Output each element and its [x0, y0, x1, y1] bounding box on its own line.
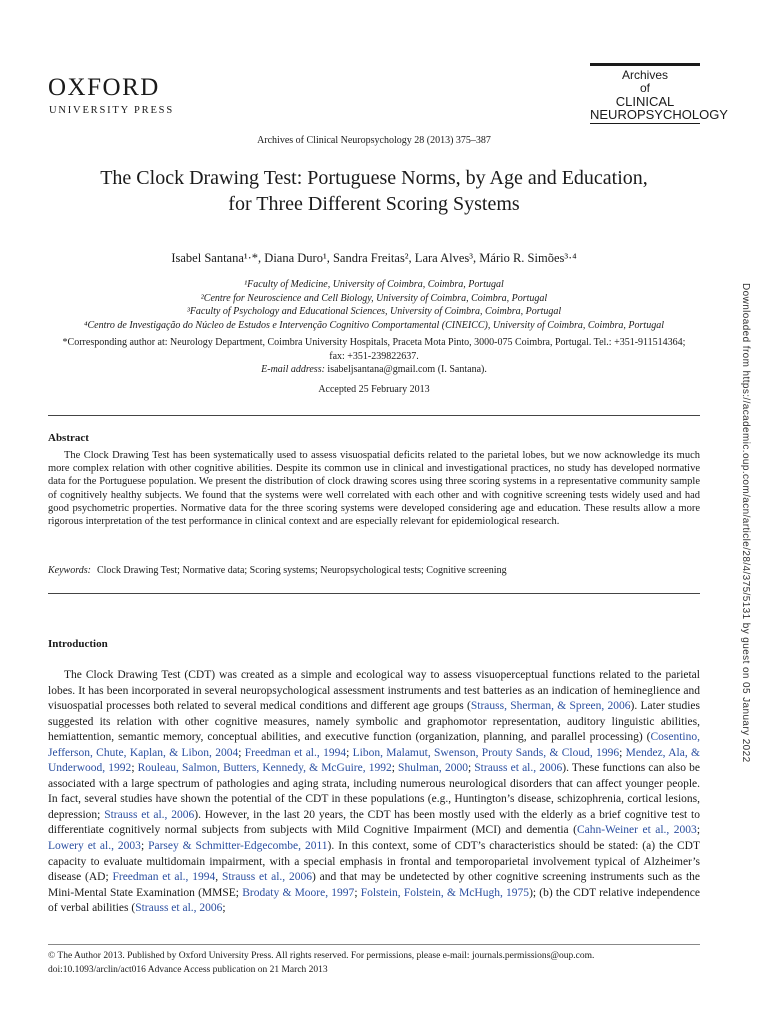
- divider: [48, 415, 700, 416]
- abstract-heading: Abstract: [48, 432, 89, 444]
- introduction-body: The Clock Drawing Test (CDT) was created as a simple and ecological way to assess visuoperceptual functions related to the parietal lobes. It has been incorporated in several neuropsychological assessment instruments and test batteries as an indication of hemineglience and visuospatial processes both related to several medical conditions and different age groups (Strauss, Sherman, & Spreen, 2006). Later studies suggested its relation with other cognitive measures, namely symbolic and graphomotor representation, auditory linguistic abilities, hemiattention, semantic memory, conceptual abilities, and executive function (organization, planning, and parallel processing) (Cosentino, Jefferson, Chute, Kaplan, & Libon, 2004; Freedman et al., 1994; Libon, Malamut, Swenson, Prouty Sands, & Cloud, 1996; Mendez, Ala, & Underwood, 1992; Rouleau, Salmon, Butters, Kennedy, & McGuire, 1992; Shulman, 2000; Strauss et al., 2006). These functions can also be associated with a large spectrum of pathologies and aging strata, including numerous neurological disorders that can affect younger people. In fact, several studies have shown the potential of the CDT in these populations (e.g., Huntington’s disease, schizophrenia, cortical lesions, depression; Strauss et al., 2006). However, in the last 20 years, the CDT has been mostly used with the elderly as a brief cognitive test to differentiate cognitively normal subjects from subjects with Mild Cognitive Impairment (MCI) and dementia (Cahn-Weiner et al., 2003; Lowery et al., 2003; Parsey & Schmitter-Edgecombe, 2011). In this context, some of CDT’s characteristics should be stated: (a) the CDT capacity to evaluate multidomain impairment, with a special emphasis in frontal and temporoparietal involvement typical of Alzheimer’s disease (AD; Freedman et al., 1994, Strauss et al., 2006) and that may be undetected by other cognitive screening instruments such as the Mini-Mental State Examination (MMSE; Brodaty & Moore, 1997; Folstein, Folstein, & McHugh, 1975); (b) the CDT relative independence of verbal abilities (Strauss et al., 2006;: [48, 669, 701, 915]
- citation-link[interactable]: Folstein, Folstein, & McHugh, 1975: [360, 886, 530, 899]
- citation-link[interactable]: Strauss et al., 2006: [104, 808, 195, 821]
- publisher-logo-sub: UNIVERSITY PRESS: [49, 105, 174, 116]
- affiliations: [40, 278, 708, 332]
- journal-logo: [590, 63, 728, 124]
- title-line: The Clock Drawing Test: Portuguese Norms, by Age and Education,: [100, 167, 648, 189]
- copyright-line: © The Author 2013. Published by Oxford University Press. All rights reserved. For permissions, please e-mail: journals.permissions@oup.com.: [48, 951, 595, 961]
- citation-link[interactable]: Lowery et al., 2003: [48, 840, 141, 853]
- journal-logo-line: of: [639, 81, 650, 95]
- citation-link[interactable]: Strauss et al., 2006: [221, 871, 312, 884]
- citation-link[interactable]: Strauss, Sherman, & Spreen, 2006: [470, 700, 631, 713]
- citation-link[interactable]: Strauss et al., 2006: [474, 762, 563, 775]
- accepted-date: Accepted 25 February 2013: [318, 384, 430, 395]
- journal-logo-line: NEUROPSYCHOLOGY: [590, 107, 728, 122]
- citation-link[interactable]: Brodaty & Moore, 1997: [242, 886, 355, 899]
- corresponding-line: *Corresponding author at: Neurology Department, Coimbra University Hospitals, Praceta Mota Pinto, 3000-075 Coimbra, Portugal. Tel.: +351-911514364;: [62, 337, 686, 348]
- publisher-logo: OXFORD: [48, 74, 160, 101]
- footer: [48, 949, 594, 977]
- email-link[interactable]: isabeljsantana@gmail.com (I. Santana).: [327, 364, 487, 375]
- citation-link[interactable]: Parsey & Schmitter-Edgecombe, 2011: [148, 840, 328, 853]
- paper-title: [40, 165, 708, 217]
- corresponding-line: fax: +351-239822637.: [329, 350, 419, 362]
- keywords-text: Clock Drawing Test; Normative data; Scoring systems; Neuropsychological tests; Cognitive screening: [96, 565, 507, 576]
- affiliation: ³Faculty of Psychology and Educational Sciences, University of Coimbra, Coimbra, Portugal: [186, 306, 562, 317]
- footer-divider: [48, 944, 700, 945]
- affiliation: ¹Faculty of Medicine, University of Coimbra, Coimbra, Portugal: [244, 279, 504, 290]
- citation-link[interactable]: Libon, Malamut, Swenson, Prouty Sands, & Cloud, 1996: [352, 746, 620, 759]
- citation-link[interactable]: Freedman et al., 1994: [244, 746, 347, 759]
- citation-link[interactable]: Mendez, Ala, & Underwood, 1992: [48, 746, 700, 775]
- affiliation: ⁴Centro de Investigação do Núcleo de Estudos e Intervenção Cognitivo Comportamental (CINEICC), University of Coimbra, Coimbra, Portugal: [84, 319, 664, 331]
- doi-line: doi:10.1093/arclin/act016 Advance Access publication on 21 March 2013: [48, 965, 328, 975]
- affiliation: ²Centre for Neuroscience and Cell Biology, University of Coimbra, Coimbra, Portugal: [200, 292, 548, 304]
- download-watermark: Downloaded from https://academic.oup.com/acn/article/28/4/375/5131 by guest on 05 January 2022: [740, 283, 751, 763]
- journal-citation: Archives of Clinical Neuropsychology 28 (2013) 375–387: [257, 135, 491, 146]
- keywords-label: Keywords:: [48, 565, 91, 576]
- author-list: Isabel Santana¹·*, Diana Duro¹, Sandra Freitas², Lara Alves³, Mário R. Simões³·⁴: [171, 251, 577, 265]
- citation-link[interactable]: Cosentino, Jefferson, Chute, Kaplan, & Libon, 2004: [48, 731, 700, 759]
- journal-logo-line: CLINICAL: [615, 94, 675, 109]
- email-label: E-mail address:: [261, 364, 325, 375]
- divider: [48, 593, 700, 594]
- citation-link[interactable]: Cahn-Weiner et al., 2003: [576, 824, 697, 837]
- citation-link[interactable]: Shulman, 2000: [398, 762, 468, 775]
- citation-link[interactable]: Rouleau, Salmon, Butters, Kennedy, & McGuire, 1992: [137, 762, 392, 775]
- citation-link[interactable]: Strauss et al., 2006: [135, 902, 223, 915]
- journal-logo-line: Archives: [621, 68, 668, 82]
- abstract-body: The Clock Drawing Test has been systematically used to assess visuospatial deficits related to the parietal lobes, but we now acknowledge its much more complex relation with other cognitive abilities. Despite its common use in clinical and investigational practices, no study has developed normative data for the Portuguese population. We present the distribution of clock drawing scores using three scoring systems in a representative community sample of cognitively healthy subjects. We found that the systems were well correlated with each other and with cognitive screening tests widely used and had good psychometric properties. Normative data for the three scoring systems were developed considering age and education. These results allow a more rigorous interpretation of the test performance in clinical context and are especially relevant for epidemiological research.: [48, 450, 700, 528]
- title-line: for Three Different Scoring Systems: [228, 193, 520, 215]
- corresponding-author: [40, 336, 708, 377]
- keywords: [48, 565, 700, 576]
- introduction-heading: Introduction: [48, 638, 108, 650]
- citation-link[interactable]: Freedman et al., 1994: [112, 871, 216, 884]
